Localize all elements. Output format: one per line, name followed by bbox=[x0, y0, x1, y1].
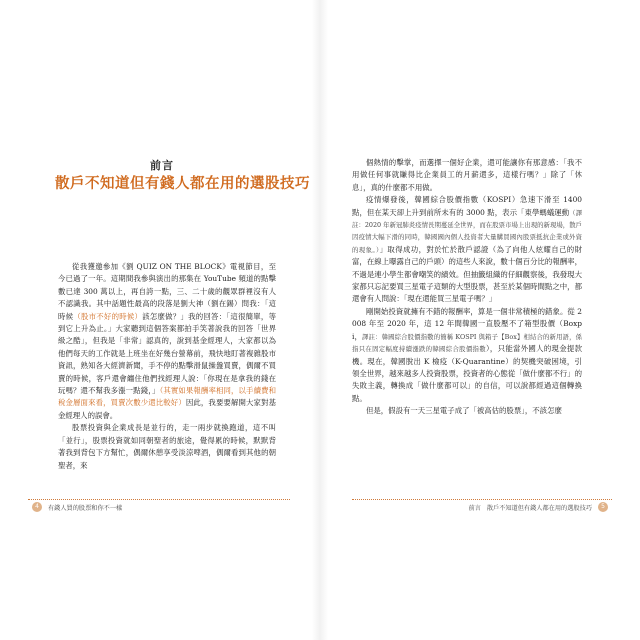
text-run: 剛開始投資就擁有不錯的報酬率，算是一個非常積極的錯象。從 2008 年至 2020 年，這 12 年間韓國一直股壓不了箱型股價（Boxpi， bbox=[352, 306, 582, 341]
text-run: 該怎麼做？」我的回答：「這很簡單，等到它上升為止。」大家聽到這個答案都拍手笑著說我的回答「世界級之酷」，但我是「非常」認真的，說到基金經理人，大家都以為他們每天的工作就是上班坐在好幾台螢幕前，飛快地盯著複雜股市資訊，熟知各大經濟新聞，手不停的點擊滑鼠操盤買賣，偶爾不買賣的時候，客戶還會纏住他們找經理人說：「你現在是拿我的錢在玩嗎？還不幫我多漲一點錢，」 bbox=[58, 311, 276, 396]
right-running-section: 前言 bbox=[468, 505, 481, 512]
right-footer bbox=[352, 499, 612, 514]
text-run: 從我獲邀參加《劉 QUIZ ON THE BLOCK》電視節目，至今已過了一年。這期間我參與演出的那集在 YouTube 頻道的點擊數已達 300 萬以上，再自誇一點，三、二十歲的觀眾群裡沒有人不認識我。其中話題性最高的段落是劉大神（劉在錫）問我：「這時候 bbox=[58, 262, 276, 321]
paragraph bbox=[352, 157, 582, 194]
text-run: 」取得成功，對於忙於散戶認證（為了向他人炫耀自己的財富，在線上曝露自己的戶頭）的這些人來說，數十個百分比的報酬率，不過是連小學生都會嘲笑的績效。但抽籤組織的仔細觀察後，我發現大家都只忘記要買三星電子這類的大型股票，甚至於某個時間點之中，都還會有人問說：「現在還能買三星電子嗎？」 bbox=[352, 244, 582, 304]
text-run: ），只能當外國人的現金提款機。現在，韓國脫出 K 檢疫（K-Quarantine）的契機突破困境，引領全世界，越來越多人投資股票，投資者的心態從「做什麼都不行」的失敗主義，轉換成「做什麼都可以」的自信，可以說都經過這個轉換點。 bbox=[352, 344, 582, 403]
right-page bbox=[320, 0, 640, 640]
right-running-title-text: 散戶不知道但有錢人都在用的選股技巧 bbox=[486, 505, 592, 512]
right-body-text bbox=[352, 157, 582, 418]
text-run: 股票投資與企業成長是並行的，走一兩步就換跑道，這不叫「並行」，股票投資就如同朝聖者的旅途，覺得累的時候，默默背著我到背包下方幫忙，偶爾休憩享受淡涼啤酒，偶爾看到其他的朝聖者，來 bbox=[58, 423, 276, 470]
text-run: 因此，我要要解開大家對基金經理人的誤會。 bbox=[58, 398, 276, 420]
left-page-number: 4 bbox=[32, 502, 42, 512]
translator-note: （譯註：2020 年新冠肺炎疫情長期蔓延全世界，而在股票市場上出現的新現場，散戶因疫情大幅下滑的同時，韓國國內個人投資者大量購買國內股票抵抗企業或外資的現象。） bbox=[352, 208, 583, 254]
paragraph bbox=[352, 306, 582, 405]
highlighted-text: （其實如果報酬率相同，以手續費和稅金層面來看，買賣次數少還比較好） bbox=[58, 386, 276, 408]
paragraph bbox=[352, 405, 582, 417]
left-body-text bbox=[58, 261, 276, 472]
chapter-title: 散戶不知道但有錢人都在用的選股技巧 bbox=[55, 175, 310, 192]
right-page-number: 5 bbox=[598, 502, 608, 512]
left-footer bbox=[28, 499, 290, 514]
translator-note: 譯註：韓國綜合股價指數的簡稱 KOSPI 與箱子【Box】相結合的新用語，係指只在固定幅度持續漲跌的韓國綜合股價指數 bbox=[352, 332, 582, 354]
highlighted-text: （股市不好的時候） bbox=[73, 311, 143, 321]
left-running-title: 有錢人買的股票和你不一樣 bbox=[48, 505, 123, 512]
paragraph bbox=[58, 261, 276, 422]
paragraph bbox=[58, 422, 276, 472]
paragraph bbox=[352, 194, 582, 306]
right-running-title bbox=[468, 503, 592, 512]
preface-label: 前言 bbox=[150, 159, 174, 172]
text-run: 疫情爆發後，韓國綜合股價指數（KOSPI）急速下滑至 1400 點，但在某天卻上升到前所未有的 3000 點，表示「東學螞蟻運動 bbox=[352, 195, 582, 217]
text-run: 個熱情的擊掌，而選擇一個好企業，還可能讓你有那意感：「我不用做任何事就賺得比企業員工的月薪還多，這樣行嗎？」除了「休息」，真的什麼都不用做。 bbox=[352, 158, 582, 192]
text-run: 但是，假設有一天三星電子成了「被高估的股票」，不該怎麼 bbox=[366, 406, 562, 416]
